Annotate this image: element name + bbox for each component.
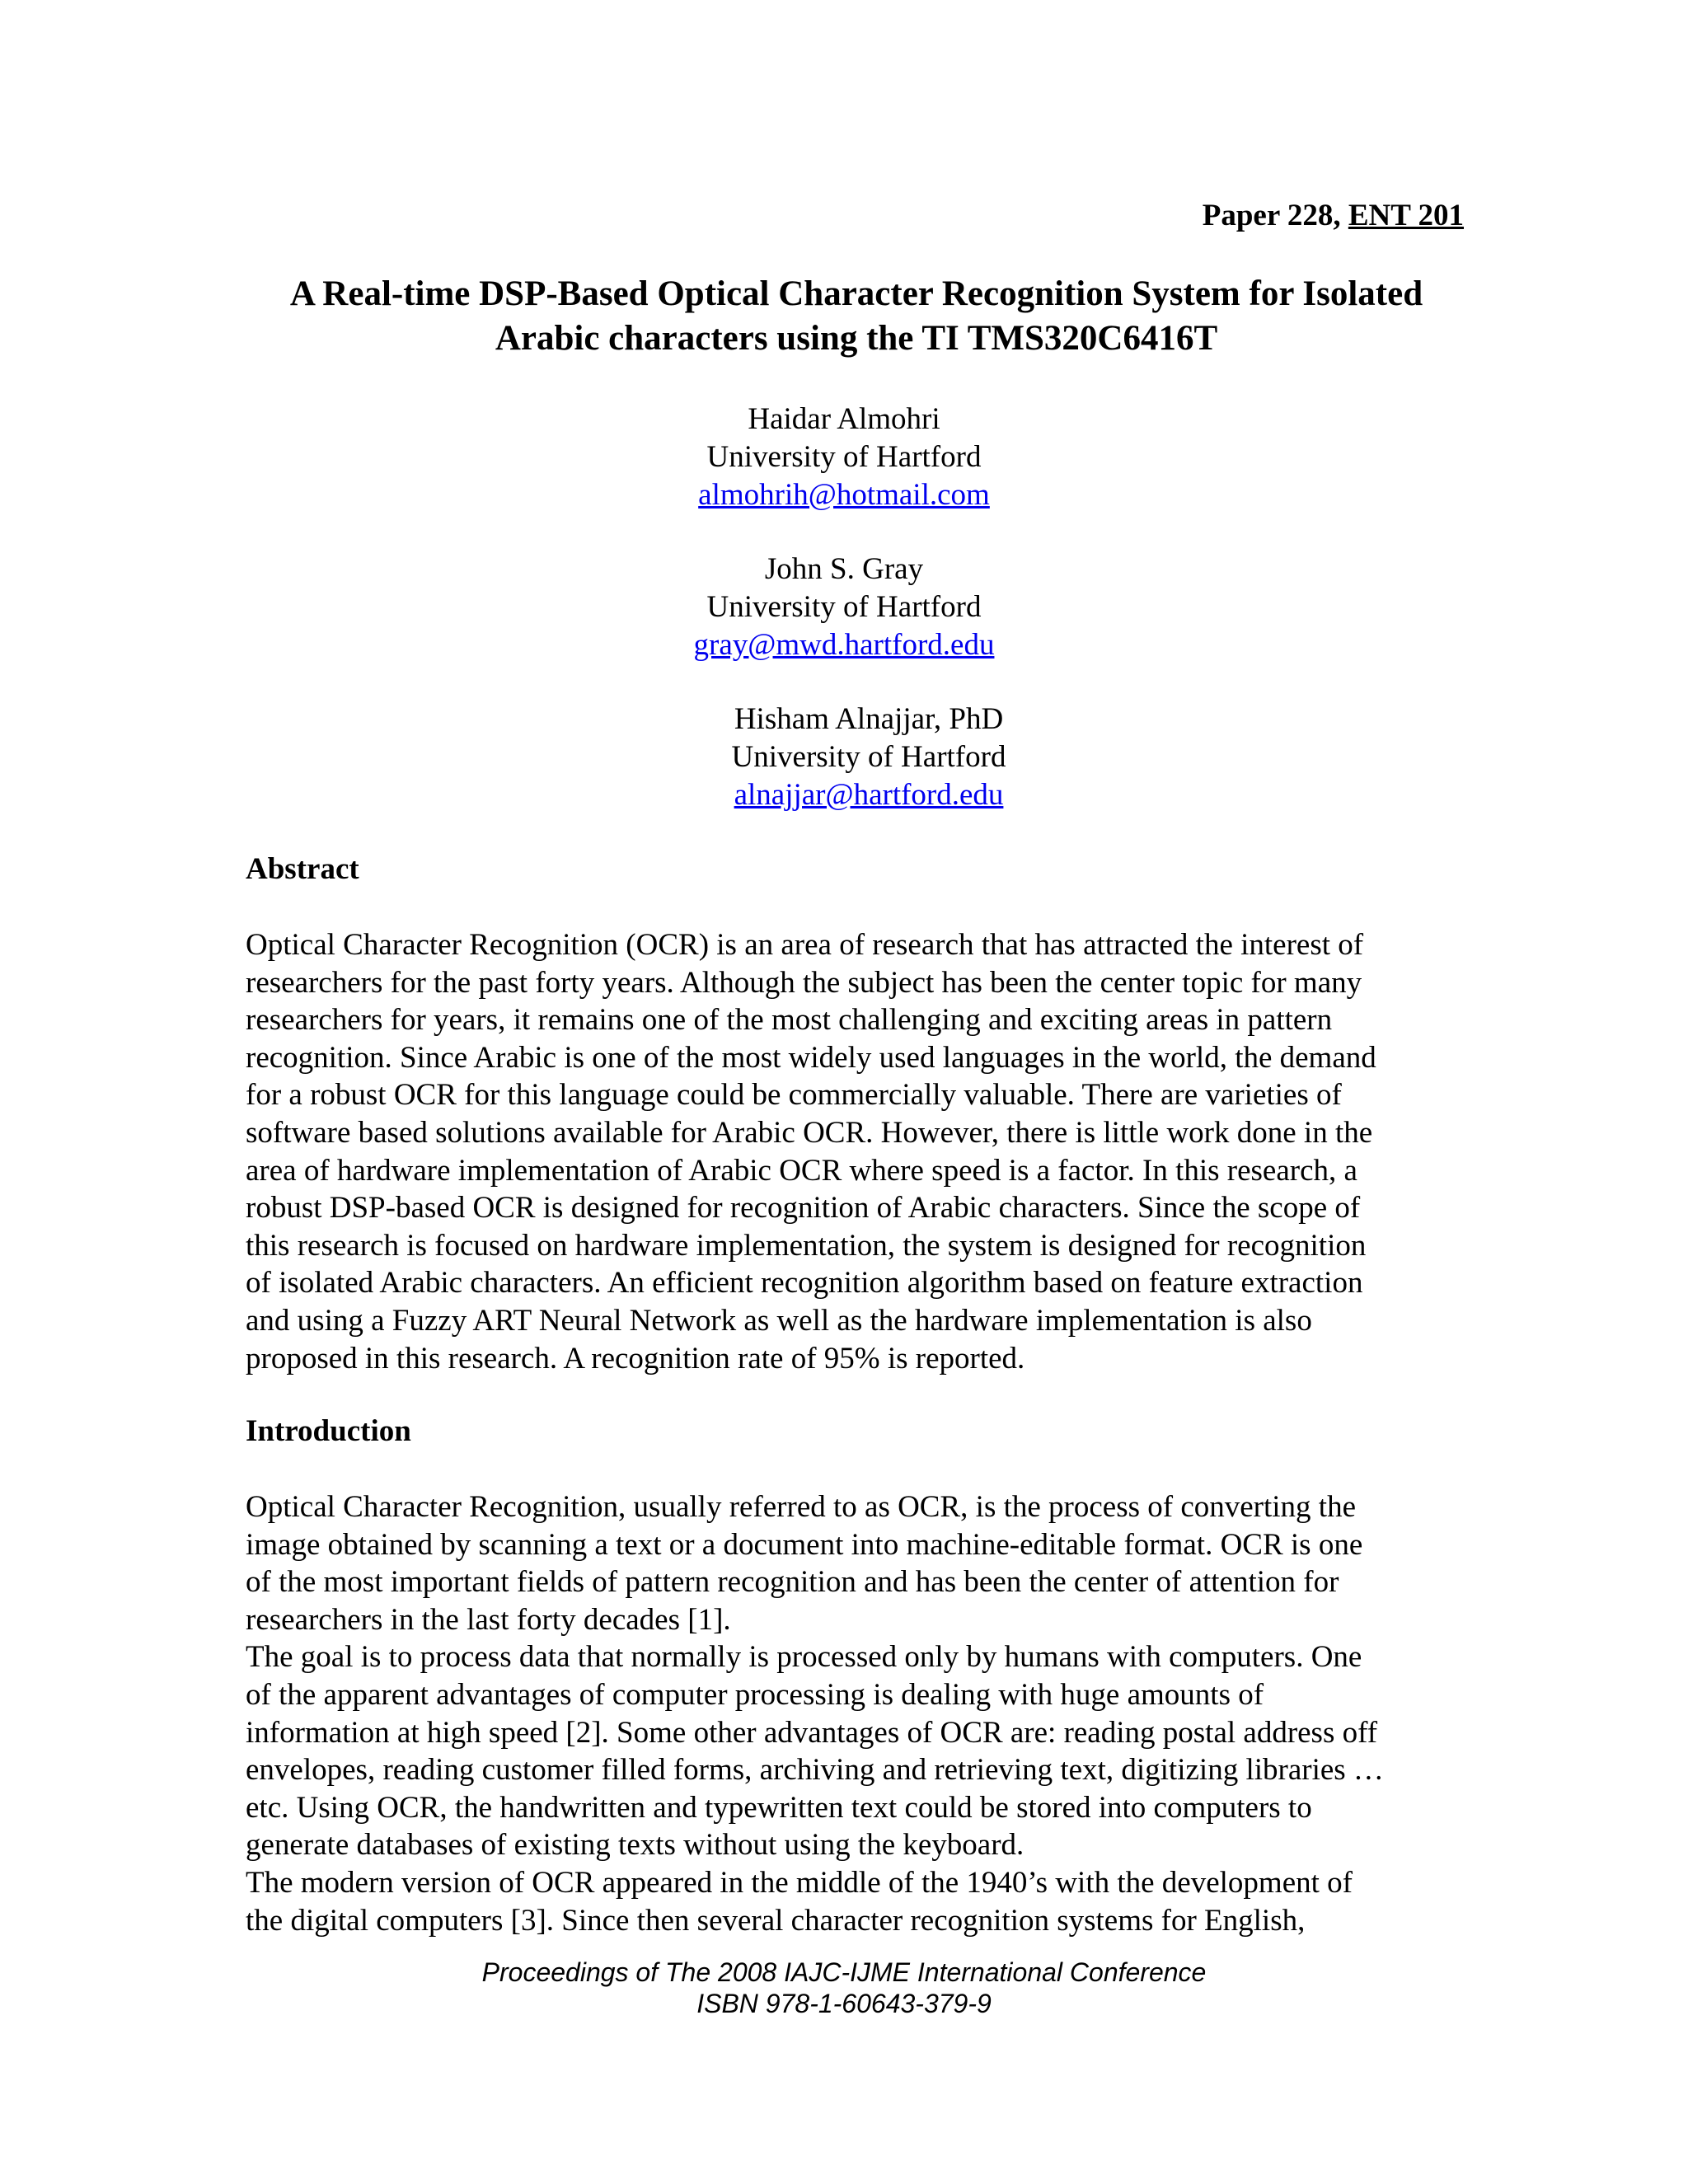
abstract-line: of isolated Arabic characters. An efficient recognition algorithm based on feature extraction (246, 1266, 1363, 1301)
abstract-line: researchers for years, it remains one of the most challenging and exciting areas in pattern (246, 1003, 1333, 1038)
abstract-line: area of hardware implementation of Arabic OCR where speed is a factor. In this research, a (246, 1153, 1357, 1188)
paper-identifier (1203, 198, 1464, 234)
track-code: ENT 201 (1348, 199, 1464, 232)
paper-title (223, 272, 1490, 361)
introduction-line: The modern version of OCR appeared in the middle of the 1940’s with the development of (246, 1865, 1353, 1900)
introduction-body (246, 1488, 1482, 1939)
abstract-line: Optical Character Recognition (OCR) is an area of research that has attracted the interest of (246, 928, 1364, 962)
abstract-line: and using a Fuzzy ART Neural Network as well as the hardware implementation is also (246, 1303, 1312, 1338)
author-name: Hisham Alnajjar, PhD (734, 702, 1004, 736)
author-affiliation: University of Hartford (706, 440, 982, 474)
introduction-line: of the apparent advantages of computer processing is dealing with huge amounts of (246, 1677, 1264, 1712)
introduction-line: generate databases of existing texts without using the keyboard. (246, 1828, 1025, 1863)
author-email-link[interactable]: alnajjar@hartford.edu (734, 778, 1004, 812)
title-line-2: Arabic characters using the TI TMS320C6416T (495, 319, 1218, 358)
author-affiliation: University of Hartford (731, 740, 1006, 774)
abstract-line: researchers for the past forty years. Although the subject has been the center topic for many (246, 965, 1362, 1000)
author-name: Haidar Almohri (748, 402, 940, 436)
paper-number: Paper 228, (1202, 199, 1341, 232)
introduction-line: information at high speed [2]. Some other advantages of OCR are: reading postal address off (246, 1715, 1378, 1750)
author-email-link[interactable]: almohrih@hotmail.com (698, 478, 990, 512)
abstract-line: software based solutions available for Arabic OCR. However, there is little work done in the (246, 1115, 1373, 1150)
footer-proceedings: Proceedings of The 2008 IAJC-IJME International Conference (481, 1957, 1207, 1987)
page-footer (0, 1957, 1688, 2019)
introduction-line: Optical Character Recognition, usually referred to as OCR, is the process of converting the (246, 1490, 1357, 1524)
abstract-line: proposed in this research. A recognition rate of 95% is reported. (246, 1341, 1025, 1376)
abstract-line: recognition. Since Arabic is one of the most widely used languages in the world, the demand (246, 1040, 1376, 1075)
author-affiliation: University of Hartford (706, 590, 982, 624)
introduction-line: etc. Using OCR, the handwritten and typewritten text could be stored into computers to (246, 1790, 1312, 1825)
author-email-link[interactable]: gray@mwd.hartford.edu (693, 628, 995, 662)
abstract-line: robust DSP-based OCR is designed for recognition of Arabic characters. Since the scope of (246, 1191, 1361, 1226)
abstract-line: this research is focused on hardware implementation, the system is designed for recognition (246, 1228, 1367, 1263)
author-block-3 (25, 701, 1688, 814)
introduction-line: image obtained by scanning a text or a document into machine-editable format. OCR is one (246, 1527, 1363, 1562)
introduction-line: the digital computers [3]. Since then several character recognition systems for English, (246, 1903, 1306, 1938)
introduction-line: The goal is to process data that normally is processed only by humans with computers. One (246, 1640, 1362, 1675)
introduction-heading: Introduction (246, 1414, 411, 1448)
introduction-line: envelopes, reading customer filled forms, archiving and retrieving text, digitizing libraries … (246, 1753, 1384, 1788)
abstract-heading: Abstract (246, 852, 359, 886)
title-line-1: A Real-time DSP-Based Optical Character Recognition System for Isolated (289, 274, 1423, 313)
introduction-line: of the most important fields of pattern recognition and has been the center of attention for (246, 1565, 1339, 1600)
abstract-body (246, 926, 1482, 1377)
author-name: John S. Gray (764, 552, 924, 586)
footer-isbn: ISBN 978-1-60643-379-9 (696, 1989, 992, 2018)
abstract-line: for a robust OCR for this language could be commercially valuable. There are varieties of (246, 1078, 1342, 1113)
author-block-1 (0, 401, 1688, 514)
author-block-2 (0, 551, 1688, 664)
introduction-line: researchers in the last forty decades [1]. (246, 1602, 731, 1637)
